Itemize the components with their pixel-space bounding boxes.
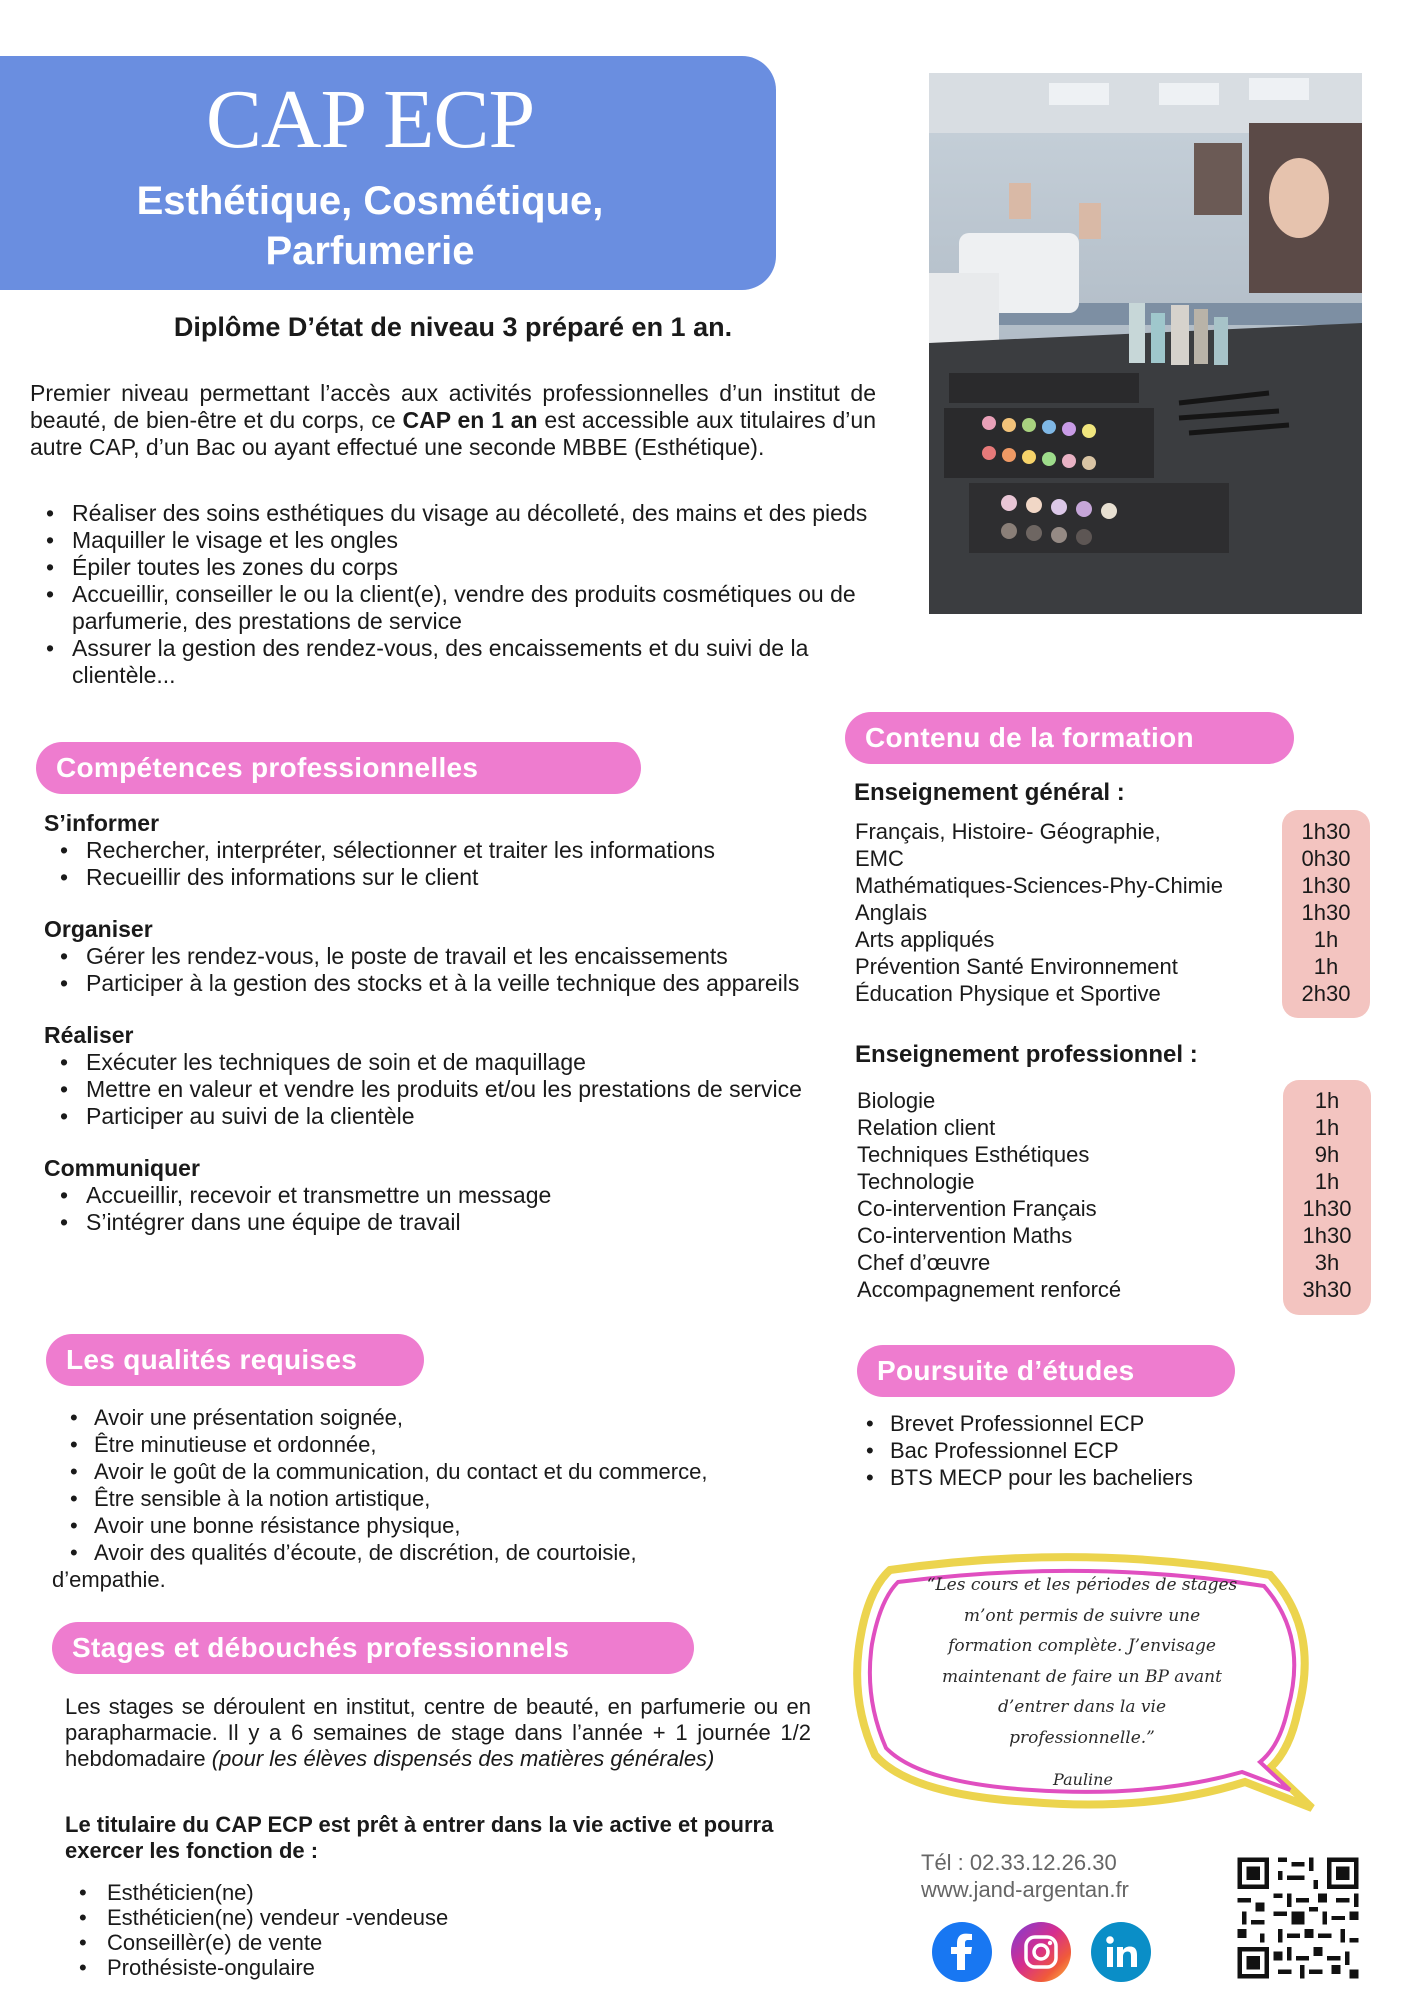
list-item: • Épiler toutes les zones du corps: [30, 554, 876, 581]
stages-text: Les stages se déroulent en institut, centre de beauté, en parfumerie ou en parapharmacie. Il y a 6 semaines de stage dans l’année + 1 journée 1/2 hebdomadaire: [65, 1694, 811, 1771]
subject-hours: 1h30: [1302, 1223, 1352, 1248]
list-item: • Réaliser des soins esthétiques du visage au décolleté, des mains et des pieds: [30, 500, 876, 527]
subject-name: Techniques Esthétiques: [857, 1142, 1090, 1167]
quote-line: “Les cours et les périodes de stages: [926, 1575, 1238, 1595]
subject-hours: 1h30: [1302, 1196, 1352, 1221]
list-item: • Esthéticien(ne): [65, 1880, 765, 1905]
contenu-heading: Contenu de la formation: [845, 712, 1294, 764]
list-item: • Être minutieuse et ordonnée,: [52, 1431, 752, 1458]
stages-heading: Stages et débouchés professionnels: [52, 1622, 694, 1674]
subject-hours: 1h: [1314, 1088, 1340, 1113]
linkedin-icon[interactable]: [1091, 1922, 1151, 1982]
testimonial-author: Pauline: [1053, 1770, 1113, 1789]
jobs-list: [65, 1880, 765, 1980]
list-item: • Maquiller le visage et les ongles: [30, 527, 876, 554]
stages-bold-statement: Le titulaire du CAP ECP est prêt à entrer dans la vie active et pourra exercer les fonction de :: [65, 1812, 774, 1863]
competences-heading: Compétences professionnelles: [36, 742, 641, 794]
subject-hours: 1h30: [1301, 819, 1351, 844]
subject-hours: 1h: [1314, 1115, 1340, 1140]
subject-name: Arts appliqués: [855, 927, 995, 952]
subject-hours: 1h: [1313, 927, 1339, 952]
list-item: • Avoir le goût de la communication, du contact et du commerce,: [52, 1458, 752, 1485]
subject-name: Relation client: [857, 1115, 996, 1140]
subject-hours: 0h30: [1301, 846, 1351, 871]
subject-name: Mathématiques-Sciences-Phy-Chimie: [855, 873, 1224, 898]
stages-text-italic: (pour les élèves dispensés des matières générales): [211, 1746, 715, 1771]
quote-line: m’ont permis de suivre une: [963, 1605, 1201, 1626]
phone-number[interactable]: Tél : 02.33.12.26.30: [921, 1850, 1117, 1875]
group-title: S’informer: [44, 810, 160, 836]
poursuite-heading: Poursuite d’études: [857, 1345, 1235, 1397]
general-hours: [1282, 810, 1370, 1018]
subject-hours: 3h30: [1302, 1277, 1352, 1302]
subject-name: Biologie: [857, 1088, 936, 1113]
list-item: • BTS MECP pour les bacheliers: [860, 1464, 1280, 1491]
subject-name: Accompagnement renforcé: [857, 1277, 1122, 1302]
intro-text-1: Premier niveau permettant l’accès aux activités professionnelles d’un institut de beauté, de bien-être et du corps, ce: [30, 380, 876, 433]
list-item: • Bac Professionnel ECP: [860, 1437, 1280, 1464]
list-item: • S’intégrer dans une équipe de travail: [44, 1209, 804, 1236]
quote-line: professionnelle.”: [1009, 1727, 1155, 1748]
list-item: • Exécuter les techniques de soin et de maquillage: [44, 1049, 804, 1076]
stages-paragraph: [65, 1694, 811, 1772]
list-item: • Conseillèr(e) de vente: [65, 1930, 765, 1955]
group-title: Organiser: [44, 916, 153, 942]
list-item: • Mettre en valeur et vendre les produits et/ou les prestations de service: [44, 1076, 804, 1103]
list-item: • Brevet Professionnel ECP: [860, 1410, 1280, 1437]
quote-line: maintenant de faire un BP avant: [942, 1666, 1222, 1687]
list-item: • Esthéticien(ne) vendeur -vendeuse: [65, 1905, 765, 1930]
competence-group: [44, 1022, 804, 1130]
subject-hours: 3h: [1314, 1250, 1340, 1275]
list-item: • Participer à la gestion des stocks et à la veille technique des appareils: [44, 970, 804, 997]
competence-group: [44, 916, 804, 997]
page-subtitle: [0, 176, 740, 276]
list-item: • Participer au suivi de la clientèle: [44, 1103, 804, 1130]
qualites-heading: Les qualités requises: [46, 1334, 424, 1386]
list-item: • Avoir des qualités d’écoute, de discrétion, de courtoisie,: [52, 1539, 752, 1566]
subject-name: Prévention Santé Environnement: [855, 954, 1178, 979]
quote-line: formation complète. J’envisage: [948, 1636, 1216, 1656]
subject-hours: 1h: [1314, 1169, 1340, 1194]
group-title: Communiquer: [44, 1155, 200, 1181]
list-item: • Rechercher, interpréter, sélectionner et traiter les informations: [44, 837, 804, 864]
instagram-icon[interactable]: [1011, 1922, 1071, 1982]
general-teaching-title: Enseignement général :: [854, 779, 1125, 806]
list-item: • Avoir une bonne résistance physique,: [52, 1512, 752, 1539]
group-title: Réaliser: [44, 1022, 134, 1048]
intro-text-2: est accessible aux titulaires d’un autre CAP, d’un Bac ou ayant effectué une seconde MBBE (Esthétique).: [30, 407, 876, 460]
intro-paragraph: [30, 380, 876, 461]
list-item: • Assurer la gestion des rendez-vous, des encaissements et du suivi de la clientèle...: [30, 635, 876, 689]
subtitle-line-1: Esthétique, Cosmétique,: [136, 179, 604, 223]
competences-section: [44, 810, 804, 1261]
list-item: • Prothésiste-ongulaire: [65, 1955, 765, 1980]
list-item: • Avoir une présentation soignée,: [52, 1404, 752, 1431]
subject-hours: 1h30: [1301, 873, 1351, 898]
qualites-tail: d’empathie.: [52, 1567, 166, 1592]
quote-line: d’entrer dans la vie: [997, 1697, 1167, 1717]
subject-hours: 1h30: [1301, 900, 1351, 925]
list-item: • Gérer les rendez-vous, le poste de travail et les encaissements: [44, 943, 804, 970]
subject-hours: 9h: [1314, 1142, 1340, 1167]
subject-name: Chef d’œuvre: [857, 1250, 991, 1275]
classroom-photo: [929, 73, 1362, 614]
subject-name: Technologie: [857, 1169, 975, 1194]
subject-name: Éducation Physique et Sportive: [855, 981, 1161, 1006]
skills-list: [30, 500, 876, 689]
list-item: • Accueillir, recevoir et transmettre un message: [44, 1182, 804, 1209]
subject-name: Co-intervention Français: [857, 1196, 1097, 1221]
subject-hours: 2h30: [1301, 981, 1351, 1006]
intro-bold: CAP en 1 an: [402, 407, 538, 433]
qr-code[interactable]: [1233, 1853, 1363, 1983]
diploma-statement: Diplôme D’état de niveau 3 préparé en 1 an.: [173, 312, 733, 342]
testimonial-quote: [912, 1570, 1252, 1753]
professional-subjects: [857, 1087, 1277, 1303]
website-link[interactable]: www.jand-argentan.fr: [921, 1877, 1129, 1902]
page-title: CAP ECP: [205, 73, 535, 166]
subject-name: EMC: [855, 846, 904, 871]
subject-name: Français, Histoire- Géographie,: [855, 819, 1161, 844]
subject-hours: 1h: [1313, 954, 1339, 979]
subtitle-line-2: Parfumerie: [265, 229, 475, 273]
general-subjects: [855, 818, 1275, 1007]
professional-teaching-title: Enseignement professionnel :: [855, 1041, 1198, 1068]
facebook-icon[interactable]: [932, 1922, 992, 1982]
competence-group: [44, 810, 804, 891]
competence-group: [44, 1155, 804, 1236]
list-item: • Accueillir, conseiller le ou la client(e), vendre des produits cosmétiques ou de parfumerie, des prestations de service: [30, 581, 876, 635]
subject-name: Co-intervention Maths: [857, 1223, 1073, 1248]
list-item: • Recueillir des informations sur le client: [44, 864, 804, 891]
poursuite-list: [860, 1410, 1280, 1491]
professional-hours: [1283, 1080, 1371, 1315]
list-item: • Être sensible à la notion artistique,: [52, 1485, 752, 1512]
subject-name: Anglais: [855, 900, 928, 925]
qualites-section: [52, 1404, 752, 1593]
